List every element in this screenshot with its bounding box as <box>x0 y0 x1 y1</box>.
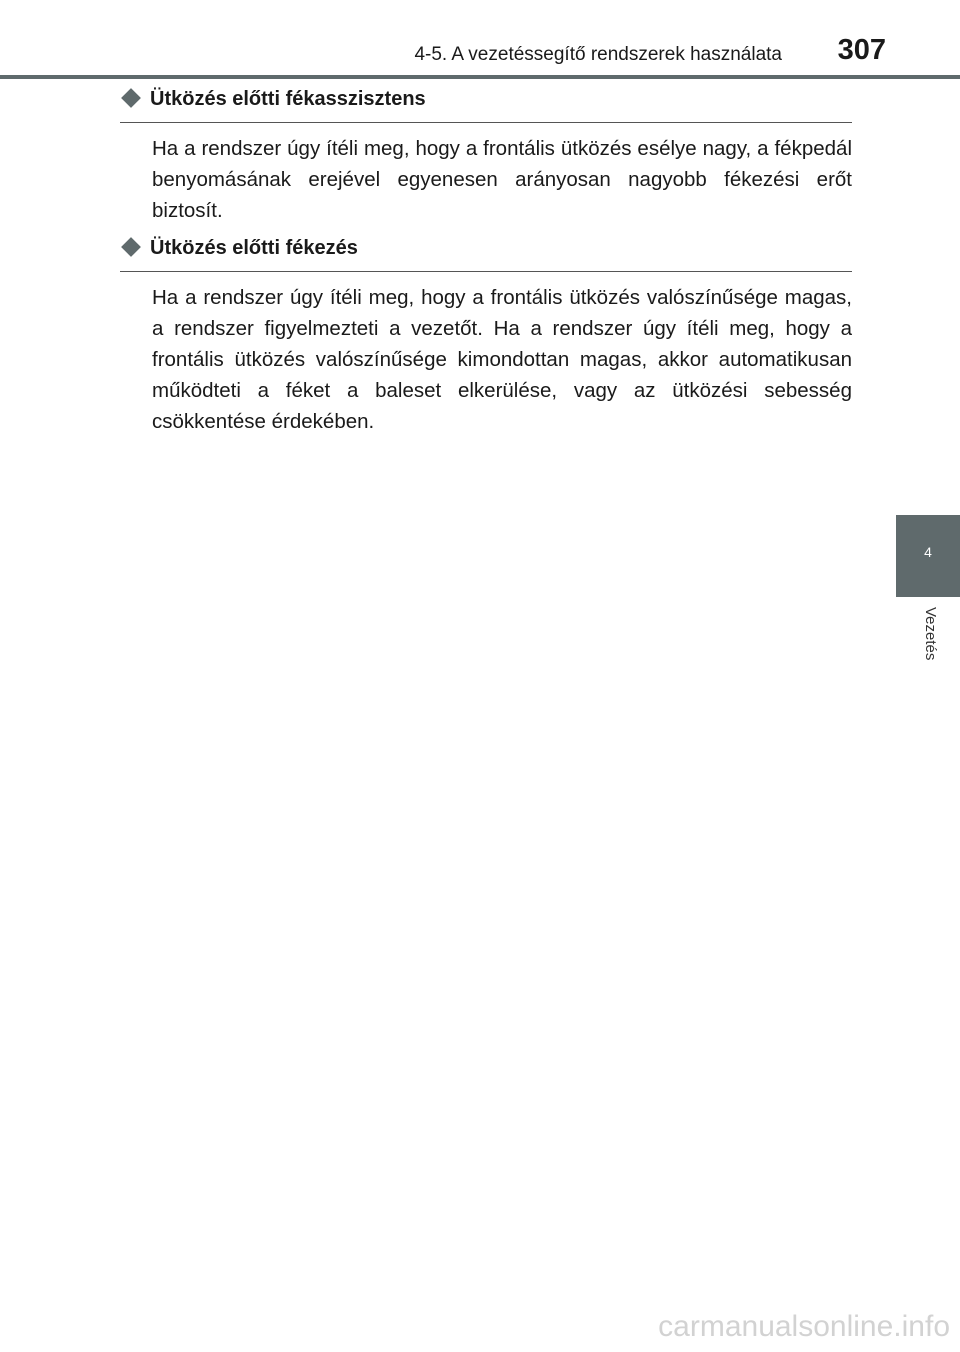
section-title: Ütközés előtti fékasszisztens <box>150 88 426 110</box>
watermark: carmanualsonline.info <box>658 1310 950 1343</box>
chapter-tab-label: Vezetés <box>922 607 939 661</box>
page-number: 307 <box>837 34 886 66</box>
section-heading <box>120 88 852 123</box>
section-pre-collision-brake-assist <box>120 88 852 226</box>
section-title: Ütközés előtti fékezés <box>150 237 358 259</box>
chapter-tab-number: 4 <box>924 544 932 560</box>
section-heading <box>120 237 852 272</box>
page-header <box>0 0 960 80</box>
section-body: Ha a rendszer úgy ítéli meg, hogy a frontális ütközés esélye nagy, a fékpedál benyomásának erejével egyenesen arányosan nagyobb fékezési erőt biztosít. <box>152 137 852 222</box>
header-rule <box>0 75 960 79</box>
diamond-bullet-icon <box>121 237 141 257</box>
diamond-bullet-icon <box>121 88 141 108</box>
section-pre-collision-braking <box>120 237 852 437</box>
chapter-tab <box>896 515 960 597</box>
section-body: Ha a rendszer úgy ítéli meg, hogy a frontális ütközés valószínűsége magas, a rendszer figyelmezteti a vezetőt. Ha a rendszer úgy ítéli meg, hogy a frontális ütközés valószínűsége kimondottan magas, akkor automatikusan működteti a féket a baleset elkerülése, vagy az ütközési sebesség csökkentése érdekében. <box>152 286 852 433</box>
chapter-title: 4-5. A vezetéssegítő rendszerek használata <box>414 44 782 65</box>
